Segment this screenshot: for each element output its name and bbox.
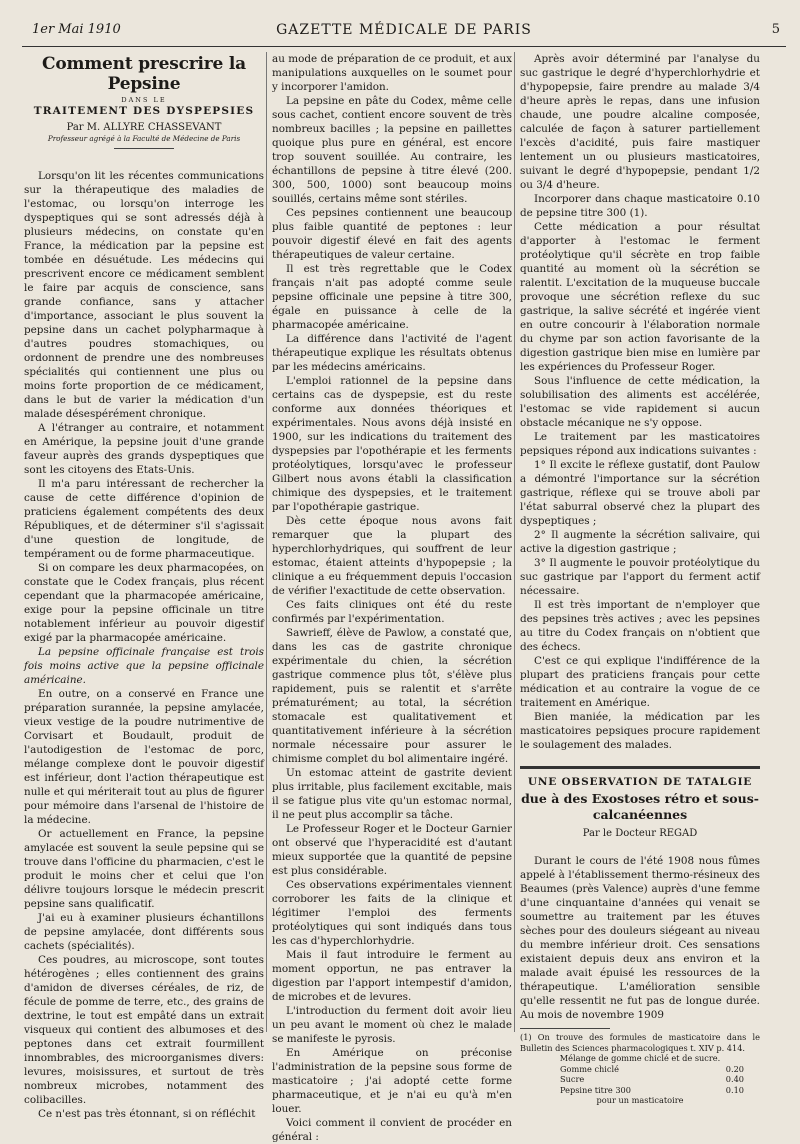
column-3 <box>520 52 760 1106</box>
paragraph: C'est ce qui explique l'indifférence de la plupart des praticiens français pour cette médication et au contraire la vogue de ce traitement en Amérique. <box>520 655 760 709</box>
paragraph: Ces poudres, au microscope, sont toutes hétérogènes ; elles contiennent des grains d'amidon de diverses céréales, de riz, de fécule de pomme de terre, etc., des grains de dextrine, le tout est empâté dans un extrait visqueux qui contient des albumoses et des peptones dans cet extrait fourmillent innombrables, des microorganismes divers: levures, moisissures, et surtout de très nombreux microbes, notamment des colibacilles. <box>24 954 264 1106</box>
paragraph: L'introduction du ferment doit avoir lieu un peu avant le moment où chez le malade se manifeste le pyrosis. <box>272 1005 512 1045</box>
ingredient-name: Gomme chiclé <box>560 1063 619 1074</box>
paragraph: Un estomac atteint de gastrite devient plus irritable, plus facilement excitable, mais il se fatigue plus vite qu'un estomac normal, il ne peut plus accomplir sa tâche. <box>272 767 512 821</box>
observation-subtitle: due à des Exostoses rétro et sous-calcanéennes <box>521 791 759 822</box>
paragraph: Or actuellement en France, la pepsine amylacée est souvent la seule pepsine qui se trouve dans l'officine du pharmacien, c'est le produit le moins cher et celui que l'on délivre toujours lorsque le médecin prescrit pepsine sans qualificatif. <box>24 828 264 910</box>
paragraph: Il est très regrettable que le Codex français n'ait pas adopté comme seule pepsine officinale une pepsine à titre 300, égale en puissance à celle de la pharmacopée américaine. <box>272 263 512 331</box>
issue-date: 1er Mai 1910 <box>32 22 121 37</box>
paragraph: Le traitement par les masticatoires pepsiques répond aux indications suivantes : <box>520 431 760 457</box>
footnote-row <box>520 1085 760 1096</box>
paragraph: L'emploi rationnel de la pepsine dans certains cas de dyspepsie, est du reste conforme aux données théoriques et expérimentales. Nous avons déjà insisté en 1900, sur les indications du traitement des dyspepsies par l'opothérapie et les ferments protéolytiques, lorsqu'avec le professeur Gilbert nous avons établi la classification chimique des dyspepsies, et le traitement par l'opothérapie gastrique. <box>272 375 512 513</box>
article-subtitle: TRAITEMENT DES DYSPEPSIES <box>33 105 255 117</box>
column-divider <box>514 52 515 1032</box>
paragraph: Mais il faut introduire le ferment au moment opportun, ne pas entraver la digestion par l'apport intempestif d'amidon, de microbes et de levures. <box>272 949 512 1003</box>
paragraph: La pepsine en pâte du Codex, même celle sous cachet, contient encore souvent de très nombreux bacilles ; la pepsine en paillettes quoique plus pure en général, est encore trop souvent souillée. Au contraire, les échantillons de pepsine à titre élevé (200. 300, 500, 1000) sont beaucoup moins souillés, certains même sont stériles. <box>272 95 512 205</box>
observation-article <box>520 766 760 1022</box>
paragraph: J'ai eu à examiner plusieurs échantillons de pepsine amylacée, dont différents sous cachets (spécialités). <box>24 912 264 952</box>
article-author: Par M. ALLYRE CHASSEVANT <box>66 122 222 133</box>
footnote-final-line: pour un masticatoire <box>596 1095 684 1105</box>
paragraph: Sawrieff, élève de Pawlow, a constaté que, dans les cas de gastrite chronique expérimentale du chien, la sécrétion gastrique commence plus tôt, s'élève plus rapidement, puis se ralentit et s'arrête prématurément; au total, la sécrétion stomacale est qualitativement et quantitativement inférieure à la sécrétion normale nécessaire pour assurer le chimisme complet du bol alimentaire ingéré. <box>272 627 512 765</box>
page-header <box>22 18 786 47</box>
ingredient-name: Sucre <box>560 1074 585 1084</box>
paragraph: 3° Il augmente le pouvoir protéolytique du suc gastrique par l'apport du ferment actif nécessaire. <box>520 557 760 597</box>
paragraph: Le Professeur Roger et le Docteur Garnier ont observé que l'hyperacidité est d'autant mieux supportée que la quantité de pepsine est plus considérable. <box>272 823 512 877</box>
paragraph: Sous l'influence de cette médication, la solubilisation des aliments est accélérée, l'estomac se vide rapidement si aucun obstacle mécanique ne s'y oppose. <box>520 375 760 429</box>
paragraph-emphasis: La pepsine officinale française est trois fois moins active que la pepsine officinale américaine. <box>24 646 264 686</box>
footnote-row <box>520 1064 760 1075</box>
ingredient-name: Pepsine titre 300 <box>560 1084 631 1095</box>
paragraph: A l'étranger au contraire, et notamment en Amérique, la pepsine jouit d'une grande faveur auprès des grands dyspeptiques que sont les citoyens des Etats-Unis. <box>24 422 264 476</box>
article-title: Comment prescrire la Pepsine <box>42 54 246 94</box>
observation-title: UNE OBSERVATION DE TATALGIE <box>527 776 753 788</box>
observation-author: Par le Docteur REGAD <box>582 828 698 839</box>
column-2 <box>272 52 512 1144</box>
footnote-text: (1) On trouve des formules de masticatoire dans le Bulletin des Sciences pharmacologiques t. XIV p. 414. <box>520 1032 760 1053</box>
paragraph: Incorporer dans chaque masticatoire 0.10 de pepsine titre 300 (1). <box>520 193 760 219</box>
paragraph: En Amérique on préconise l'administration de la pepsine sous forme de masticatoire ; j'ai adopté cette forme pharmaceutique, et je n'ai eu qu'à m'en louer. <box>272 1047 512 1115</box>
paragraph: La différence dans l'activité de l'agent thérapeutique explique les résultats obtenus par les médecins américains. <box>272 333 512 373</box>
title-separator <box>114 148 174 149</box>
author-affiliation: Professeur agrégé à la Faculté de Médecine de Paris <box>47 134 241 143</box>
footnote-row <box>520 1074 760 1085</box>
page-number: 5 <box>771 22 780 37</box>
paragraph: Ces observations expérimentales viennent corroborer les faits de la clinique et légitimer l'emploi des ferments protéolytiques qui sont indiqués dans tous les cas d'hyperchlorhydrie. <box>272 879 512 947</box>
paragraph: Il est très important de n'employer que des pepsines très actives ; avec les pepsines au titre du Codex français on n'obtient que des échecs. <box>520 599 760 653</box>
ingredient-amount: 0.10 <box>725 1084 744 1095</box>
paragraph: Dès cette époque nous avons fait remarquer que la plupart des hyperchlorhydriques, qui souffrent de leur estomac, étaient atteints d'hypopepsie ; la clinique a eu fréquemment depuis l'occasion de vérifier l'exactitude de cette observation. <box>272 515 512 597</box>
paragraph: Voici comment il convient de procéder en général : <box>272 1117 512 1143</box>
ingredient-amount: 0.40 <box>725 1074 744 1084</box>
paragraph: Durant le cours de l'été 1908 nous fûmes appelé à l'établissement thermo-résineux des Beaumes (près Valence) auprès d'une femme d'une cinquantaine d'années qui venait se soumettre au traitement par les étuves sèches pour des douleurs siégeant au niveau du membre inférieur droit. Ces sensations existaient depuis deux ans environ et la malade avait épuisé les ressources de la thérapeutique. L'amélioration sensible qu'elle ressentit ne fut pas de longue durée. Au mois de novembre 1909 <box>520 855 760 1021</box>
footnote-separator <box>520 1028 610 1029</box>
paragraph: Si on compare les deux pharmacopées, on constate que le Codex français, plus récent cependant que la pharmacopée américaine, exige pour la pepsine officinale un titre notablement inférieur au pouvoir digestif exigé par la pharmacopée américaine. <box>24 562 264 644</box>
ingredient-amount: 0.20 <box>725 1063 744 1074</box>
column-1 <box>24 52 264 1121</box>
article-title-connector: DANS LE <box>121 96 167 104</box>
paragraph: Lorsqu'on lit les récentes communications sur la thérapeutique des maladies de l'estomac, ou lorsqu'on interroge les dyspeptiques qui se sont adressés déjà à plusieurs médecins, on constate qu'en France, la médication par la pepsine est tombée en désuétude. Les médecins qui prescrivent encore ce médicament semblent le faire par acquis de conscience, sans grande confiance, sans y attacher d'importance, associant le plus souvent la pepsine dans un cachet polypharmaque à d'autres poudres stomachiques, ou ordonnent de prendre une des nombreuses spécialités qui contiennent une plus ou moins forte proportion de ce médicament, dans le but de varier la médication d'un malade désespérément chronique. <box>24 170 264 420</box>
paragraph: au mode de préparation de ce produit, et aux manipulations auxquelles on le soumet pour y incorporer l'amidon. <box>272 53 512 93</box>
paragraph: Ces faits cliniques ont été du reste confirmés par l'expérimentation. <box>272 599 512 625</box>
paragraph: Après avoir déterminé par l'analyse du suc gastrique le degré d'hyperchlorhydrie et d'hypopepsie, faire prendre au malade 3/4 d'heure après le repas, dans une infusion chaude, une poudre alcaline composée, calculée de façon à saturer partiellement l'excès d'acidité, puis faire mastiquer lentement un ou plusieurs masticatoires, suivant le degré d'hypopepsie, pendant 1/2 ou 3/4 d'heure. <box>520 53 760 191</box>
paragraph: Ce n'est pas très étonnant, si on réfléchit <box>38 1108 256 1120</box>
paragraph: Il m'a paru intéressant de rechercher la cause de cette différence d'opinion de praticiens également compétents des deux Républiques, et de déterminer s'il s'agissait d'une question de longitude, de tempérament ou de forme pharmaceutique. <box>24 478 264 560</box>
paragraph: Bien maniée, la médication par les masticatoires pepsiques procure rapidement le soulagement des malades. <box>520 711 760 751</box>
paragraph: Ces pepsines contiennent une beaucoup plus faible quantité de peptones : leur pouvoir digestif élevé en fait des agents thérapeutiques de valeur certaine. <box>272 207 512 261</box>
column-divider <box>266 52 267 1032</box>
journal-title: GAZETTE MÉDICALE DE PARIS <box>276 22 532 38</box>
footnote-table <box>520 1064 760 1096</box>
paragraph: 2° Il augmente la sécrétion salivaire, qui active la digestion gastrique ; <box>520 529 760 555</box>
paragraph: En outre, on a conservé en France une préparation surannée, la pepsine amylacée, vieux vestige de la poudre nutrimentive de Corvisart et Boudault, produit de l'autodigestion de l'estomac de porc, mélange complexe dont le pouvoir digestif est inférieur, dont l'action thérapeutique est nulle et qui mériterait tout au plus de figurer pour mémoire dans l'arsenal de l'histoire de la médecine. <box>24 688 264 826</box>
footnote-table-title: Mélange de gomme chiclé et de sucre. <box>559 1053 721 1063</box>
paragraph: Cette médication a pour résultat d'apporter à l'estomac le ferment protéolytique qu'il sécrète en trop faible quantité au moment où la sécrétion se ralentit. L'excitation de la muqueuse buccale provoque une sécrétion reflexe du suc gastrique, la salive sécrété et ingérée vient en outre concourir à l'élaboration normale du chyme par son action favorisante de la digestion gastrique bien mise en lumière par les expériences du Professeur Roger. <box>520 221 760 373</box>
paragraph: 1° Il excite le réflexe gustatif, dont Paulow a démontré l'importance sur la sécrétion gastrique, réflexe qui se trouve aboli par l'état saburral observé chez la plupart des dyspeptiques ; <box>520 459 760 527</box>
